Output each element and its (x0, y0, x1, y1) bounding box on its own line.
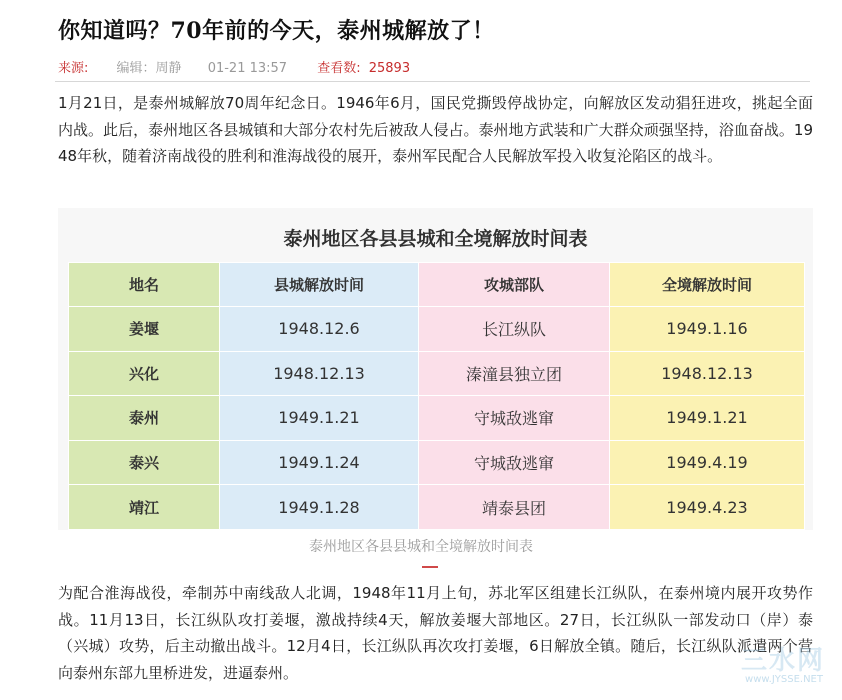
figure-caption: 泰州地区各县县城和全境解放时间表 (309, 539, 533, 555)
cell-force: 守城敌逃窜 (419, 396, 610, 441)
cell-place: 泰州 (69, 396, 220, 441)
cell-county-date: 1949.1.21 (220, 396, 419, 441)
cell-county-date: 1949.1.28 (220, 485, 419, 530)
cell-county-date: 1948.12.13 (220, 351, 419, 396)
cell-force: 溱潼县独立团 (419, 351, 610, 396)
cell-full-date: 1949.4.19 (610, 440, 805, 485)
cell-county-date: 1949.1.24 (220, 440, 419, 485)
table-row (69, 396, 805, 441)
watermark-url: www.JYSSE.NET (745, 674, 823, 685)
figure-title: 泰州地区各县县城和全境解放时间表 (283, 228, 588, 250)
cell-force: 靖泰县团 (419, 485, 610, 530)
header-attacking-force: 攻城部队 (419, 263, 610, 307)
liberation-table-figure (58, 208, 813, 530)
table-row (69, 485, 805, 530)
cell-full-date: 1949.1.16 (610, 307, 805, 352)
editor-info: 编辑：周静 (116, 61, 182, 76)
cell-full-date: 1948.12.13 (610, 351, 805, 396)
table-header-row (69, 263, 805, 307)
cell-force: 守城敌逃窜 (419, 440, 610, 485)
source-label: 来源: (58, 61, 89, 76)
views-label: 查看数: (317, 61, 361, 76)
table-row (69, 440, 805, 485)
paragraph-campaign: 为配合淮海战役，牵制苏中南线敌人北调，1948年11月上旬，苏北军区组建长江纵队，在泰州境内展开攻势作战。11月13日，长江纵队攻打姜堰，激战持续4天，解放姜堰大部地区。27日，长江纵队一部发动口（岸）泰（兴城）攻势，后主动撤出战斗。12月4日，长江纵队再次攻打姜堰，6日解放全镇。随后，长江纵队派遣两个营向泰州东部九里桥进发，进逼泰州。 (58, 584, 813, 682)
title-divider (55, 81, 810, 82)
caption-underline (422, 566, 438, 568)
cell-place: 姜堰 (69, 307, 220, 352)
header-place: 地名 (69, 263, 220, 307)
site-watermark (700, 640, 825, 688)
cell-force: 长江纵队 (419, 307, 610, 352)
article-title: 你知道吗？70年前的今天，泰州城解放了！ (58, 18, 495, 44)
table-row (69, 307, 805, 352)
cell-county-date: 1948.12.6 (220, 307, 419, 352)
views-count: 25893 (368, 61, 411, 76)
cell-place: 泰兴 (69, 440, 220, 485)
header-county-liberation: 县城解放时间 (220, 263, 419, 307)
cell-full-date: 1949.4.23 (610, 485, 805, 530)
watermark-text: 三水网 (740, 646, 825, 676)
cell-full-date: 1949.1.21 (610, 396, 805, 441)
header-full-liberation: 全境解放时间 (610, 263, 805, 307)
cell-place: 兴化 (69, 351, 220, 396)
paragraph-intro: 1月21日，是泰州城解放70周年纪念日。1946年6月，国民党撕毁停战协定，向解放区发动猖狂进攻，挑起全面内战。此后，泰州地区各县城镇和大部分农村先后被敌人侵占。泰州地方武装和广大群众顽强坚持，浴血奋战。1948年秋，随着济南战役的胜利和淮海战役的展开，泰州军民配合人民解放军投入收复沦陷区的战斗。 (58, 94, 813, 165)
liberation-table (68, 262, 805, 530)
table-row (69, 351, 805, 396)
article-meta (58, 57, 416, 76)
publish-time: 01-21 13:57 (207, 61, 288, 76)
cell-place: 靖江 (69, 485, 220, 530)
